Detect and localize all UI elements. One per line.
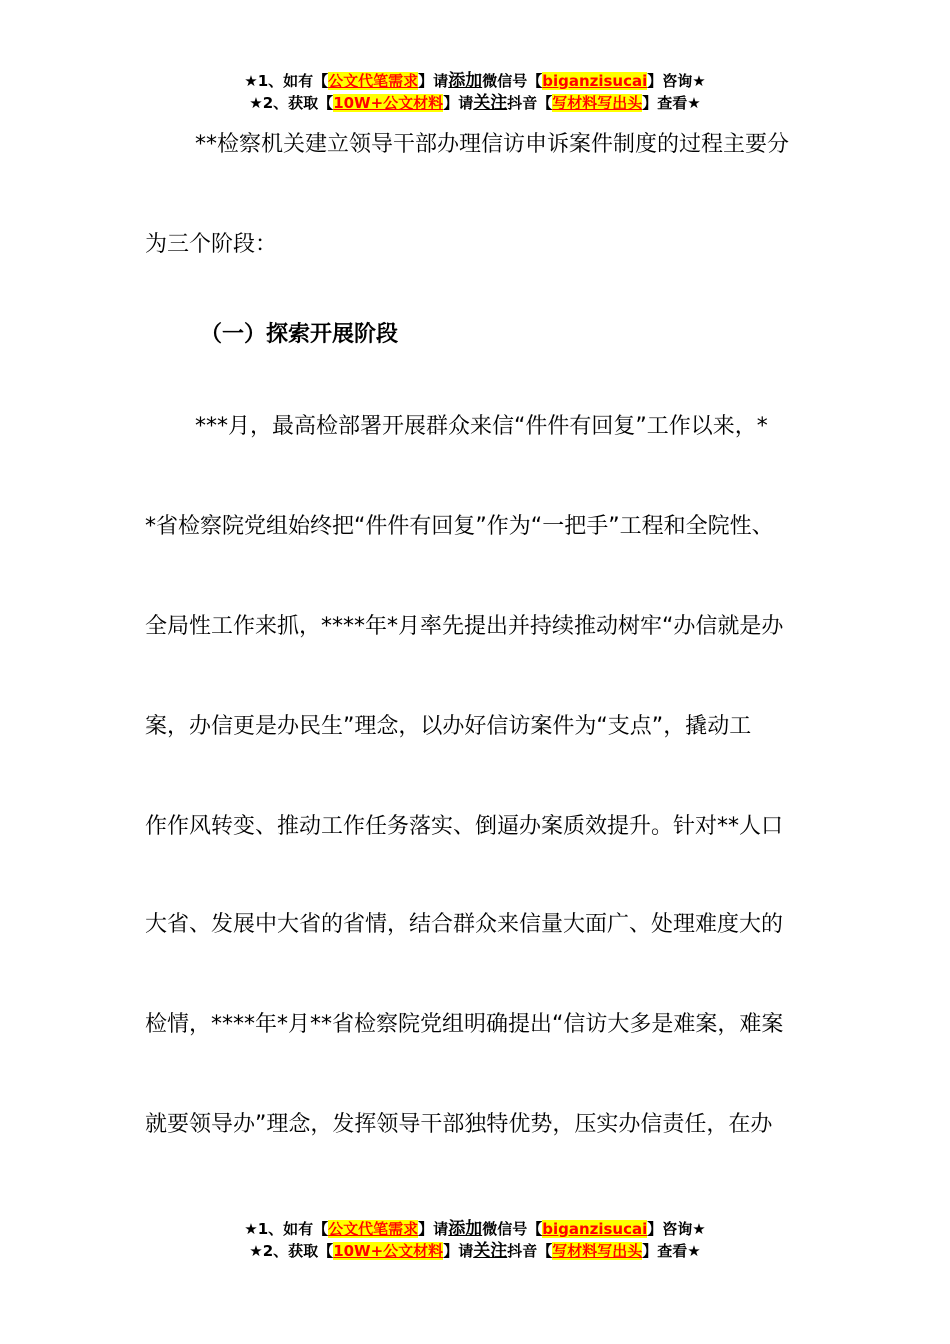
banner-text: ★2、获取【 xyxy=(249,1242,334,1260)
top-banner xyxy=(0,70,950,114)
body-line: **检察机关建立领导干部办理信访申诉案件制度的过程主要分 xyxy=(195,132,790,157)
banner-text: ★1、如有【 xyxy=(244,1220,329,1238)
banner-text: 】咨询★ xyxy=(647,1220,706,1238)
bottom-banner xyxy=(0,1218,950,1262)
banner-douyin-id: 写材料写出头 xyxy=(552,94,643,112)
body-line: 就要领导办”理念，发挥领导干部独特优势，压实办信责任，在办 xyxy=(145,1112,773,1137)
banner-emphasis: 关注 xyxy=(473,93,508,113)
banner-wechat-id: biganzisucai xyxy=(542,72,648,90)
body-line: 作作风转变、推动工作任务落实、倒逼办案质效提升。针对**人口 xyxy=(145,814,784,839)
banner-text: 微信号【 xyxy=(482,1220,543,1238)
banner-highlight: 10W+公文材料 xyxy=(333,1242,444,1260)
banner-text: 】请 xyxy=(443,1242,474,1260)
banner-line-1 xyxy=(0,1218,950,1240)
banner-text: ★1、如有【 xyxy=(244,72,329,90)
body-line: 为三个阶段： xyxy=(145,232,278,257)
banner-text: 】请 xyxy=(418,72,449,90)
banner-highlight: 公文代笔需求 xyxy=(328,1220,419,1238)
banner-text: 】查看★ xyxy=(642,94,701,112)
body-line: 全局性工作来抓，****年*月率先提出并持续推动树牢“办信就是办 xyxy=(145,614,784,639)
banner-line-2 xyxy=(0,92,950,114)
body-line: 案，办信更是办民生”理念，以办好信访案件为“支点”，撬动工 xyxy=(145,714,752,739)
banner-emphasis: 添加 xyxy=(448,71,483,91)
body-line: 检情，****年*月**省检察院党组明确提出“信访大多是难案，难案 xyxy=(145,1012,784,1037)
banner-wechat-id: biganzisucai xyxy=(542,1220,648,1238)
banner-douyin-id: 写材料写出头 xyxy=(552,1242,643,1260)
banner-emphasis: 关注 xyxy=(473,1241,508,1261)
body-line: 大省、发展中大省的省情，结合群众来信量大面广、处理难度大的 xyxy=(145,912,784,937)
banner-line-2 xyxy=(0,1240,950,1262)
banner-text: ★2、获取【 xyxy=(249,94,334,112)
banner-text: 微信号【 xyxy=(482,72,543,90)
banner-text: 抖音【 xyxy=(507,94,553,112)
body-line: *省检察院党组始终把“件件有回复”作为“一把手”工程和全院性、 xyxy=(145,514,774,539)
section-heading: （一）探索开展阶段 xyxy=(200,322,399,347)
banner-emphasis: 添加 xyxy=(448,1219,483,1239)
banner-text: 】查看★ xyxy=(642,1242,701,1260)
banner-highlight: 公文代笔需求 xyxy=(328,72,419,90)
banner-text: 】请 xyxy=(418,1220,449,1238)
body-line: ***月，最高检部署开展群众来信“件件有回复”工作以来，* xyxy=(195,414,768,439)
banner-text: 】咨询★ xyxy=(647,72,706,90)
banner-highlight: 10W+公文材料 xyxy=(333,94,444,112)
banner-line-1 xyxy=(0,70,950,92)
banner-text: 抖音【 xyxy=(507,1242,553,1260)
banner-text: 】请 xyxy=(443,94,474,112)
